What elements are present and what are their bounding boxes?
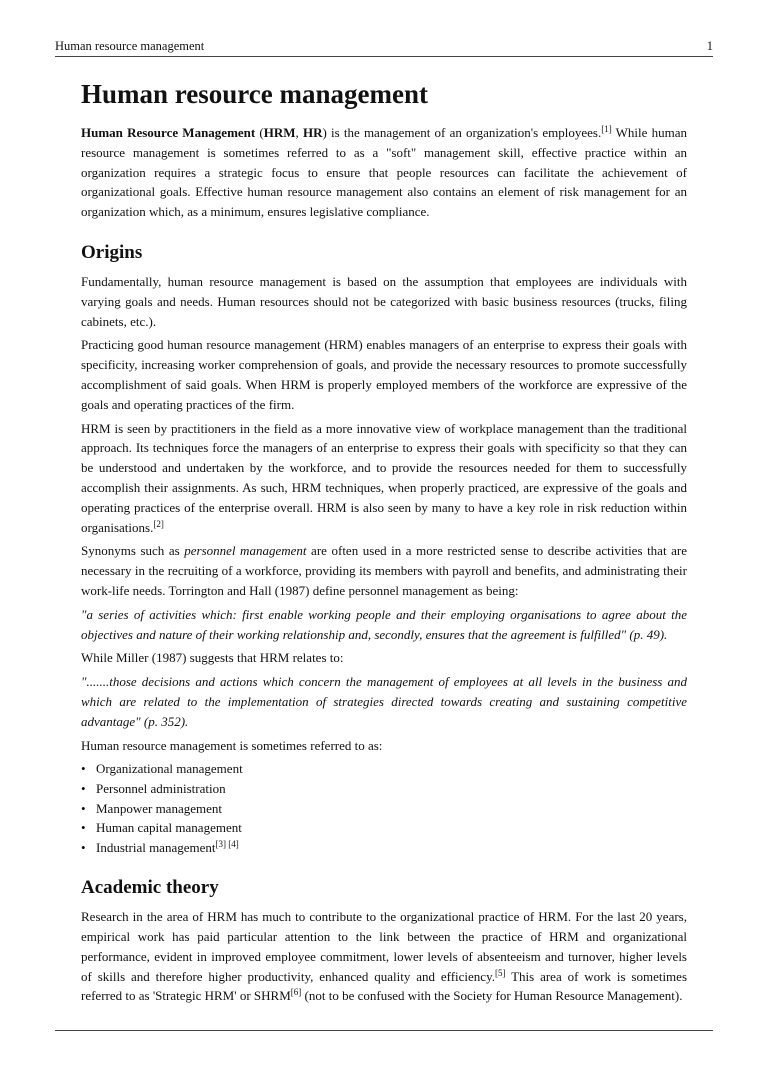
intro-term: Human Resource Management xyxy=(81,125,256,140)
paragraph: HRM is seen by practitioners in the field as a more innovative view of workplace management than the traditional approach. Its techniques force the managers of an enterprise to express their goals with specificity so that they can be understood and undertaken by the workforce, and to provide the resources needed for them to successfully accomplish their assignments. As such, HRM techniques, when properly practiced, are expressive of the goals and operating practices of the enterprise overall. HRM is also seen by many to have a key role in risk reduction within organisations.[2] xyxy=(81,420,687,535)
paragraph: Human resource management is sometimes referred to as: xyxy=(81,737,383,753)
citation-link[interactable]: [1] xyxy=(601,124,612,134)
bullet-icon: • xyxy=(81,761,86,777)
quote-miller: ".......those decisions and actions which concern the management of employees at all levels in the business and which are related to the implementation of strategies directed towards creating and sustaining competitive advantage" (p. 352). xyxy=(81,674,687,729)
section-heading-academic-theory: Academic theory xyxy=(81,877,219,899)
list-item: • Industrial management[3] [4] xyxy=(81,838,687,858)
bullet-icon: • xyxy=(81,780,86,796)
page-number: 1 xyxy=(706,39,713,53)
intro-paragraph: Human Resource Management (HRM, HR) is the management of an organization's employees.[1] While human resource management is sometimes referred to as a "soft" management skill, effective practice within an organization requires a strategic focus to ensure that people resources can facilitate the achievement of organizational goals. Effective human resource management also contains an element of risk management for an organization which, as a minimum, ensures legislative compliance. xyxy=(81,124,687,220)
page-title: Human resource management xyxy=(81,79,428,109)
emphasis-term: personnel management xyxy=(184,543,307,559)
running-header xyxy=(55,38,713,54)
synonym-list xyxy=(81,759,687,857)
list-item: • Personnel administration xyxy=(81,779,687,799)
paragraph: While Miller (1987) suggests that HRM relates to: xyxy=(81,650,344,666)
bullet-icon: • xyxy=(81,820,86,836)
quote-torrington-hall: "a series of activities which: first enable working people and their employing organisations to agree about the objectives and nature of their working relationship and, secondly, ensures that the agreement is fulfilled" (p. 49). xyxy=(81,606,687,642)
bullet-icon: • xyxy=(81,839,86,855)
section-heading-origins: Origins xyxy=(81,241,143,263)
paragraph: Synonyms such as personnel management are often used in a more restricted sense to describe activities that are necessary in the recruiting of a workforce, providing its members with payroll and benefits, and administrating their work-life needs. Torrington and Hall (1987) define personnel management as being: xyxy=(81,543,687,598)
list-item: • Manpower management xyxy=(81,799,687,819)
citation-link[interactable]: [5] xyxy=(494,967,506,978)
list-item: • Human capital management xyxy=(81,818,687,838)
running-header-title: Human resource management xyxy=(55,39,205,53)
paragraph: Fundamentally, human resource management is based on the assumption that employees are individuals with varying goals and needs. Human resources should not be categorized with basic business resources (trucks, filing cabinets, etc.). xyxy=(81,273,687,329)
bullet-icon: • xyxy=(81,800,86,816)
list-item: • Organizational management xyxy=(81,759,687,779)
citation-link[interactable]: [3] [4] xyxy=(215,838,239,849)
article-body xyxy=(81,76,687,1010)
paragraph: Research in the area of HRM has much to contribute to the organizational practice of HRM. For the last 20 years, empirical work has paid particular attention to the link between the practice of HRM and organizational performance, evident in improved employee commitment, lower levels of absenteeism and turnover, higher levels of skills and therefore higher productivity, enhanced quality and efficiency.[5] This area of work is sometimes referred to as 'Strategic HRM' or SHRM[6] (not to be confused with the Society for Human Resource Management). xyxy=(81,909,687,1004)
citation-link[interactable]: [6] xyxy=(290,987,302,998)
paragraph: Practicing good human resource management (HRM) enables managers of an enterprise to express their goals with specificity, increasing worker comprehension of goals, and provide the necessary resources to promote successfully accomplishment of said goals. When HRM is properly employed members of the workforce are expressive of the goals and operating practices of the firm. xyxy=(81,337,687,412)
citation-link[interactable]: [2] xyxy=(153,518,164,529)
footer-rule xyxy=(55,1030,713,1031)
header-rule xyxy=(55,56,713,57)
